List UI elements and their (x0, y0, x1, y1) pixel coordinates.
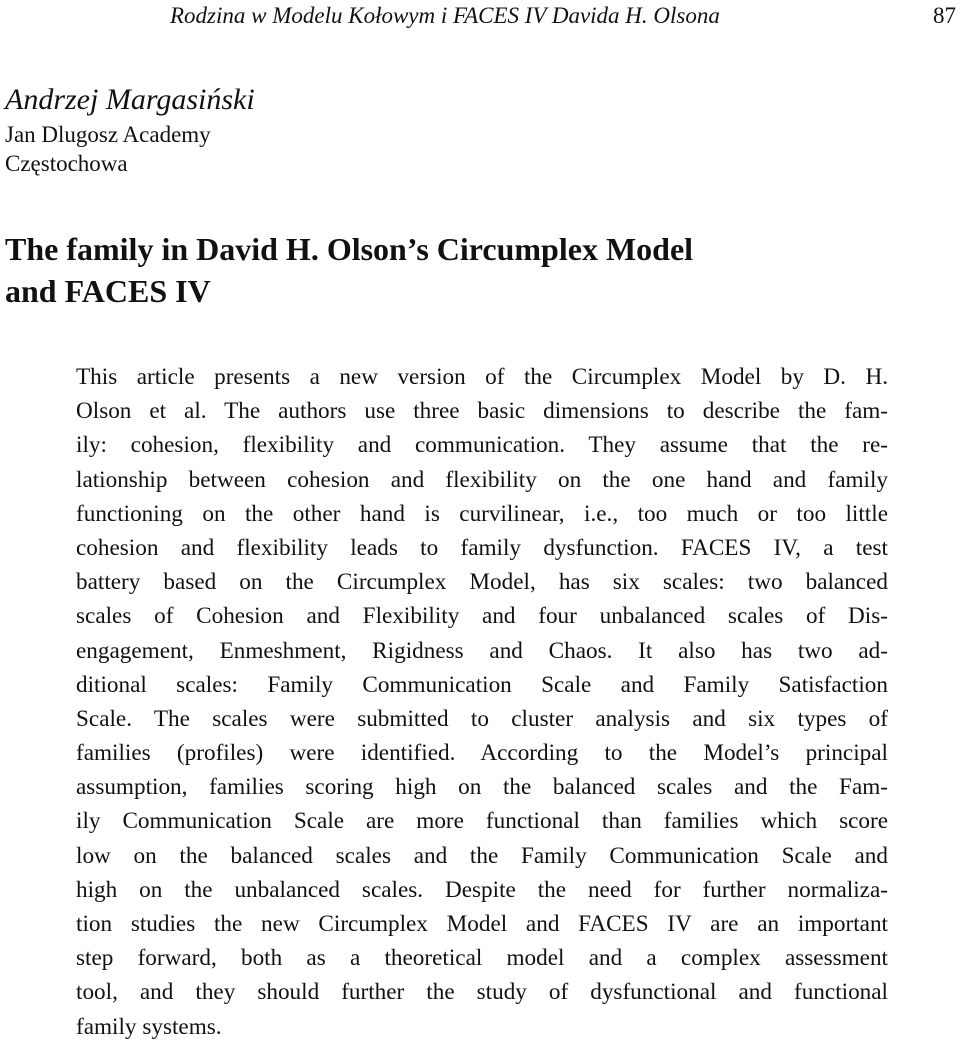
article-title-line: and FACES IV (5, 273, 211, 309)
abstract-line: tool, and they should further the study of dysfunctional and functional (76, 979, 888, 1006)
abstract-line: ditional scales: Family Communication Scale and Family Satisfaction (76, 671, 888, 698)
author-institution: Jan Dlugosz Academy (5, 122, 211, 147)
article-title-line: The family in David H. Olson’s Circumplex Model (5, 231, 694, 267)
article-title (5, 228, 905, 312)
abstract-line: battery based on the Circumplex Model, has six scales: two balanced (76, 569, 888, 596)
abstract-line: family systems. (76, 1013, 222, 1040)
abstract-line: functioning on the other hand is curvilinear, i.e., too much or too little (76, 500, 888, 527)
abstract-line: ily Communication Scale are more functional than families which score (76, 808, 888, 835)
abstract-line: high on the unbalanced scales. Despite the need for further normaliza- (76, 876, 888, 903)
abstract-line: scales of Cohesion and Flexibility and four unbalanced scales of Dis- (76, 603, 888, 630)
running-title: Rodzina w Modelu Kołowym i FACES IV Davida H. Olsona (170, 3, 720, 28)
abstract-line: cohesion and flexibility leads to family dysfunction. FACES IV, a test (76, 534, 888, 561)
author-name: Andrzej Margasiński (5, 83, 255, 116)
page-number: 87 (933, 3, 956, 28)
abstract-line: lationship between cohesion and flexibility on the one hand and family (76, 466, 888, 493)
abstract-line: tion studies the new Circumplex Model and FACES IV are an important (76, 911, 888, 937)
author-city: Częstochowa (5, 151, 128, 176)
abstract-line: families (profiles) were identified. According to the Model’s principal (76, 740, 888, 767)
abstract-line: ily: cohesion, flexibility and communication. They assume that the re- (76, 432, 888, 459)
abstract-line: engagement, Enmeshment, Rigidness and Chaos. It also has two ad- (76, 637, 888, 664)
author-block (5, 80, 255, 178)
abstract-line: step forward, both as a theoretical model and a complex assessment (76, 945, 888, 972)
abstract-line: assumption, families scoring high on the balanced scales and the Fam- (76, 774, 888, 801)
running-header (0, 0, 960, 34)
abstract-line: This article presents a new version of the Circumplex Model by D. H. (76, 364, 888, 390)
abstract-line: Scale. The scales were submitted to cluster analysis and six types of (76, 705, 888, 732)
abstract-line: Olson et al. The authors use three basic dimensions to describe the fam- (76, 398, 888, 425)
abstract-paragraph (76, 360, 888, 1044)
abstract-line: low on the balanced scales and the Family Communication Scale and (76, 842, 888, 869)
